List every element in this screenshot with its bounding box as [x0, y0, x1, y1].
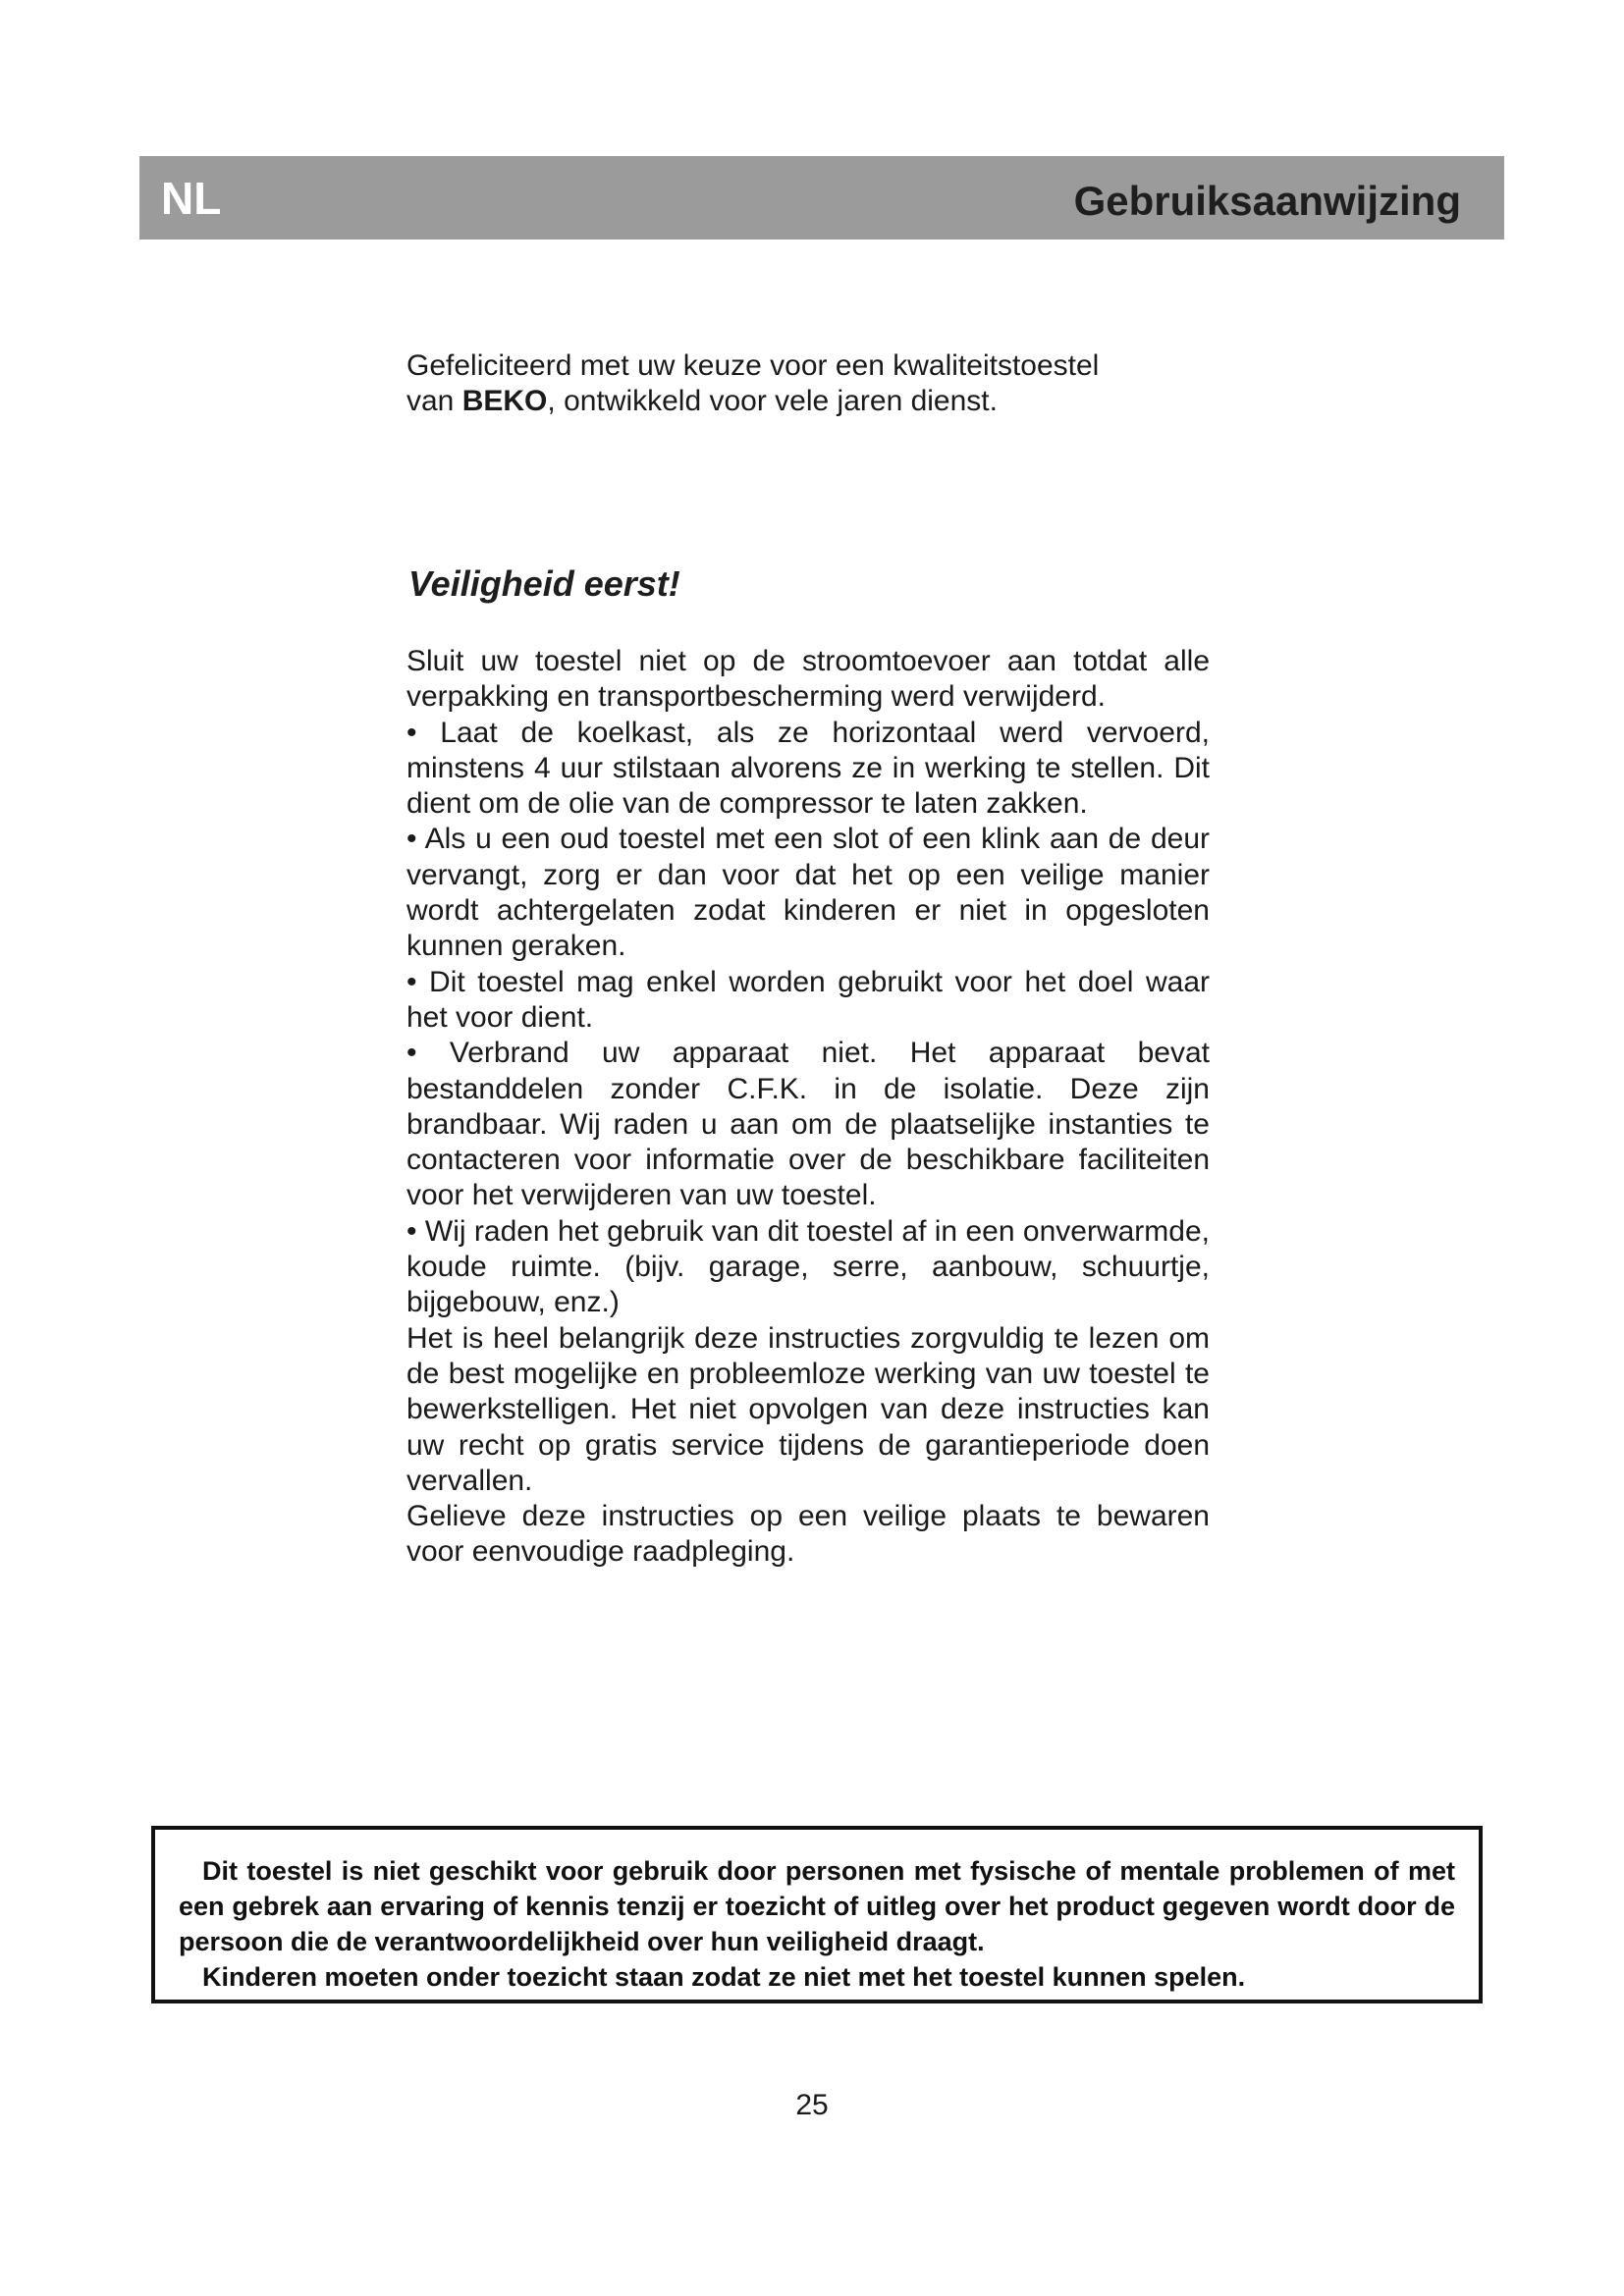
brand-name: BEKO — [461, 385, 548, 417]
page-number: 25 — [795, 2089, 829, 2121]
safety-paragraph: Gelieve deze instructies op een veilige plaats te bewaren voor eenvoudige raadpleging. — [406, 1500, 1210, 1569]
header-bar — [139, 156, 1504, 240]
intro-line-2 — [406, 384, 1212, 419]
intro-prefix: van — [406, 385, 462, 417]
safety-bullet: • Wij raden het gebruik van dit toestel af in een onverwarmde, koude ruimte. (bijv. garage, serre, aanbouw, schuurtje, bijgebouw, enz.) — [406, 1214, 1210, 1319]
intro-suffix: , ontwikkeld voor vele jaren dienst. — [547, 385, 998, 417]
warning-notice-box — [151, 1826, 1483, 2003]
safety-paragraph: Het is heel belangrijk deze instructies zorgvuldig te lezen om de best mogelijke en probleemloze werking van uw toestel te bewerkstelligen. Het niet opvolgen van deze instructies kan uw recht op gratis service tijdens de garantieperiode doen vervallen. — [406, 1321, 1210, 1497]
intro-text — [406, 348, 1212, 419]
safety-paragraph: Sluit uw toestel niet op de stroomtoevoer aan totdat alle verpakking en transportbescherming werd verwijderd. — [406, 645, 1210, 714]
section-title: Veiligheid eerst! — [408, 563, 680, 604]
notice-children-text: Kinderen moeten onder toezicht staan zodat ze niet met het toestel kunnen spelen. — [202, 1962, 1246, 1992]
intro-line-1: Gefeliciteerd met uw keuze voor een kwaliteitstoestel — [406, 349, 1100, 382]
safety-bullet: • Dit toestel mag enkel worden gebruikt voor het doel waar het voor dient. — [406, 965, 1210, 1034]
safety-body — [406, 644, 1210, 1571]
document-title: Gebruiksaanwijzing — [1073, 178, 1461, 224]
language-label: NL — [161, 173, 222, 224]
safety-bullet: • Laat de koelkast, als ze horizontaal werd vervoerd, minstens 4 uur stilstaan alvorens ze in werking te stellen. Dit dient om de olie van de compressor te laten zakken. — [406, 716, 1210, 821]
notice-text: Dit toestel is niet geschikt voor gebruik door personen met fysische of mentale problemen of met een gebrek aan ervaring of kennis tenzij er toezicht of uitleg over het product gegeven wordt door de persoon die de verantwoordelijkheid over hun veiligheid draagt. — [179, 1856, 1455, 1956]
safety-bullet: • Verbrand uw apparaat niet. Het apparaat bevat bestanddelen zonder C.F.K. in de isolatie. Deze zijn brandbaar. Wij raden u aan om de plaatselijke instanties te contacteren voor informatie over de beschikbare faciliteiten voor het verwijderen van uw toestel. — [406, 1037, 1210, 1212]
safety-bullet: • Als u een oud toestel met een slot of een klink aan de deur vervangt, zorg er dan voor dat het op een veilige manier wordt achtergelaten zodat kinderen er niet in opgesloten kunnen geraken. — [406, 823, 1210, 963]
